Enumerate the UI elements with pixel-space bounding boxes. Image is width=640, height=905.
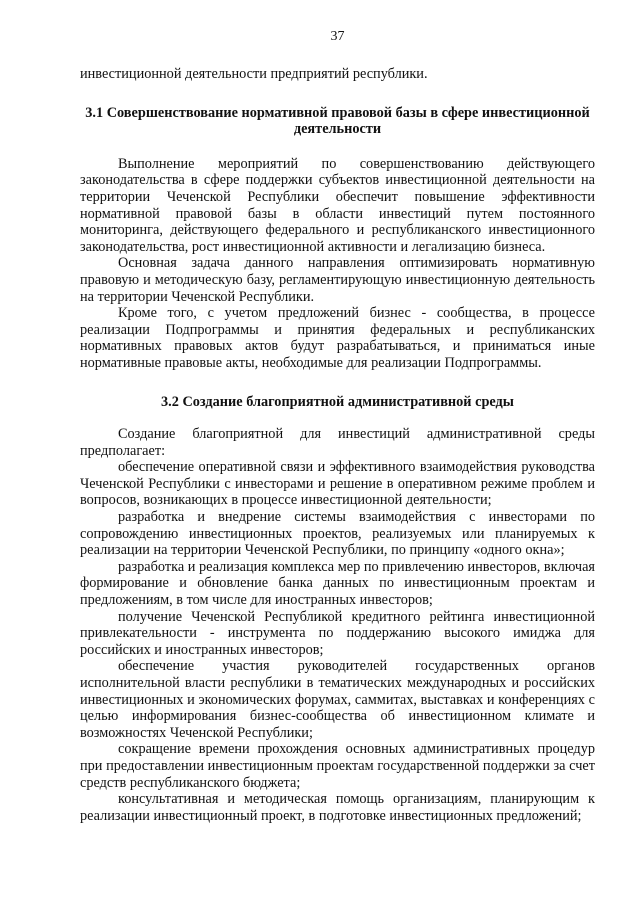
section2-paragraph: разработка и реализация комплекса мер по привлечению инвесторов, включая формирование и обновление банка данных по инвестиционным проектам и предложениям, в том числе для иностранных инвесторов; [80,558,595,609]
intro-paragraph: инвестиционной деятельности предприятий республики. [80,66,428,82]
section2-paragraph: Создание благоприятной для инвестиций административной среды предполагает: [80,426,595,459]
section1-paragraph: Кроме того, с учетом предложений бизнес - сообщества, в процессе реализации Подпрограммы и принятия федеральных и республиканских нормативных правовых актов будут разрабатываться, и приниматься иные нормативные правовые акты, необходимые для реализации Подпрограммы. [80,305,595,371]
section-heading-3-1: 3.1 Совершенствование нормативной правовой базы в сфере инвестиционной деятельности [85,104,590,138]
section-heading-3-2: 3.2 Создание благоприятной административной среды [161,393,514,410]
section2-paragraph: разработка и внедрение системы взаимодействия с инвесторами по сопровождению инвестиционных проектов, реализуемых или планируемых к реализации на территории Чеченской Республики, по принципу «одного окна»; [80,509,595,559]
section2-paragraph: получение Чеченской Республикой кредитного рейтинга инвестиционной привлекательности - инструмента по поддержанию высокого имиджа для российских и иностранных инвесторов; [80,608,595,658]
section2-paragraph: обеспечение оперативной связи и эффективного взаимодействия руководства Чеченской Республики с инвесторами и решение в оперативном режиме проблем и вопросов, возникающих в процессе инвестиционной деятельности; [80,459,595,509]
document-page [80,28,595,824]
page-number: 37 [330,29,345,44]
section1-paragraph: Выполнение мероприятий по совершенствованию действующего законодательства в сфере поддержки субъектов инвестиционной деятельности на территории Чеченской Республики обеспечит повышение эффективности нормативной правовой базы в области инвестиций путем постоянного мониторинга, действующего федерального и республиканского инвестиционного законодательства, рост инвестиционной активности и легализацию бизнеса. [80,155,595,255]
section2-paragraph: обеспечение участия руководителей государственных органов исполнительной власти республики в тематических международных и российских инвестиционных и экономических форумах, саммитах, выставках и конференциях с целью информирования бизнес-сообщества об инвестиционном климате и возможностях Чеченской Республики; [80,658,595,741]
section1-paragraph: Основная задача данного направления оптимизировать нормативную правовую и методическую базу, регламентирующую инвестиционную деятельность на территории Чеченской Республики. [80,255,595,305]
section2-paragraph: консультативная и методическая помощь организациям, планирующим к реализации инвестиционный проект, в подготовке инвестиционных предложений; [80,791,595,824]
section2-paragraph: сокращение времени прохождения основных административных процедур при предоставлении инвестиционным проектам государственной поддержки за счет средств республиканского бюджета; [80,741,595,791]
